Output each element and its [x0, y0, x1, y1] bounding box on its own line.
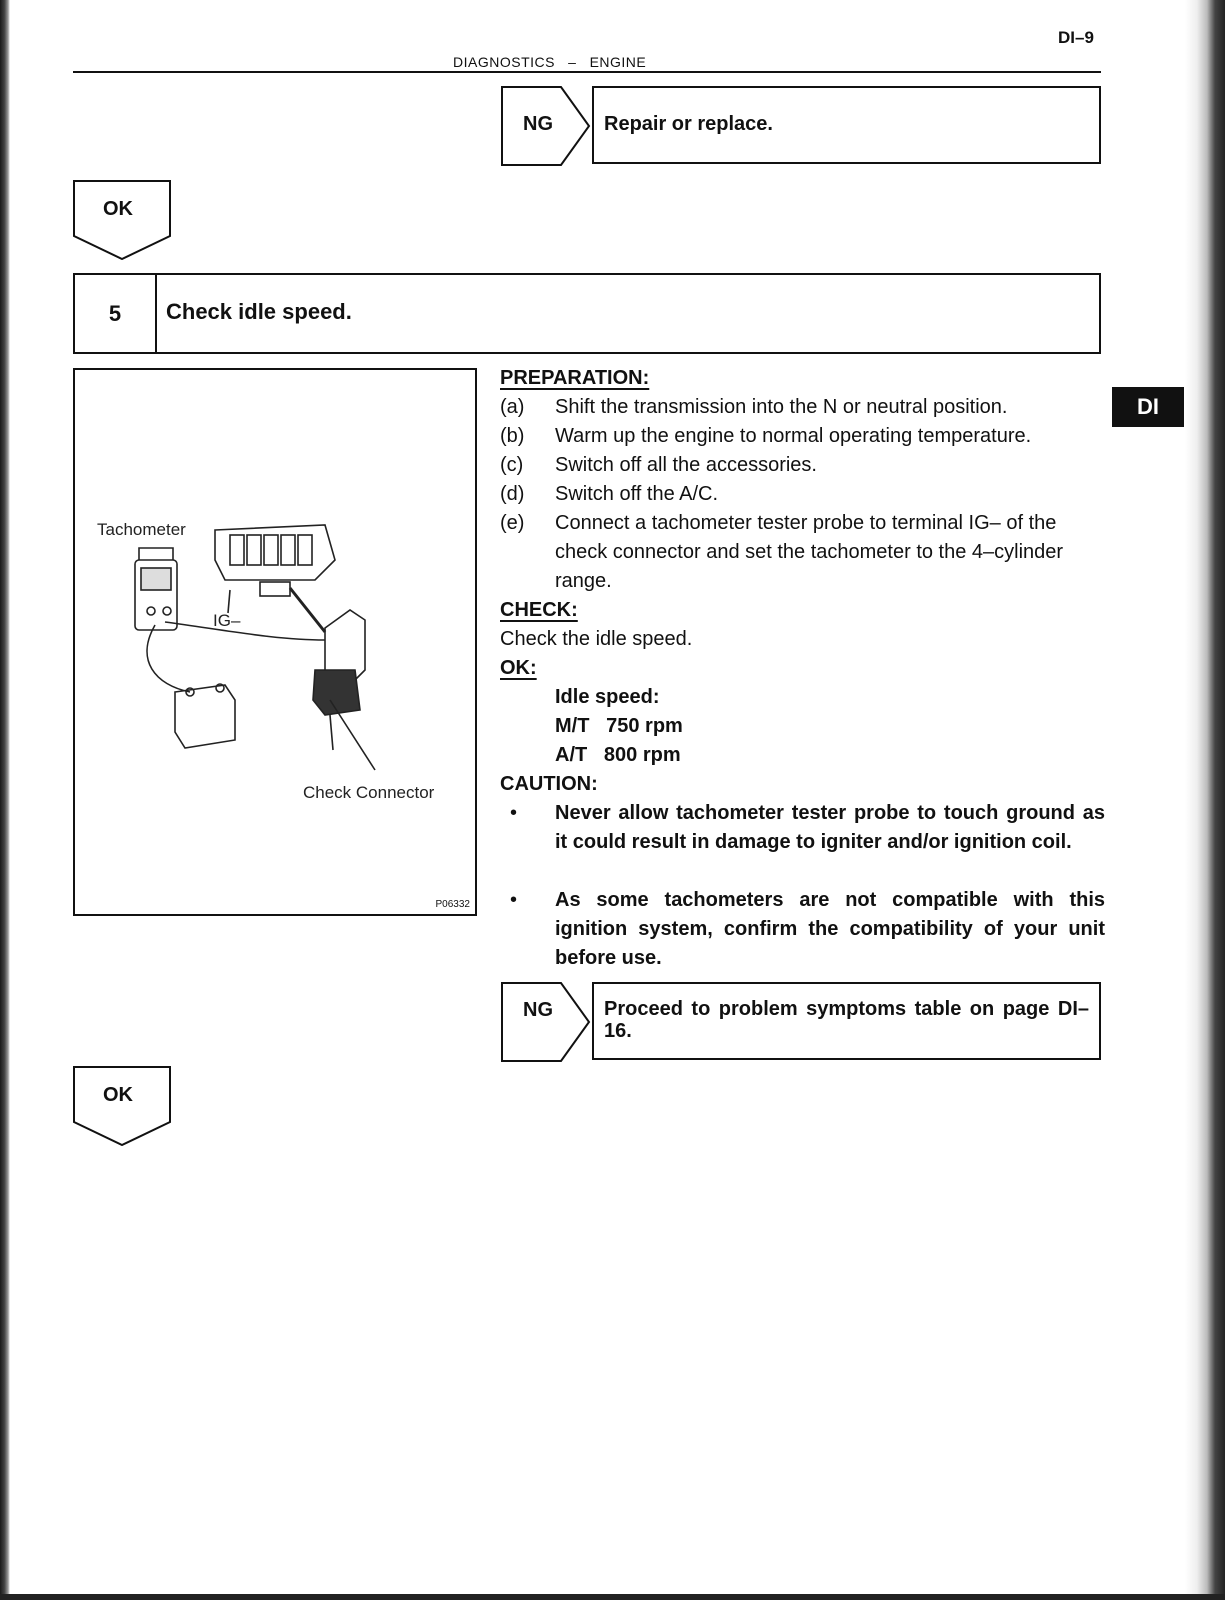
binding-edge-right	[1185, 0, 1225, 1600]
ng-label: NG	[523, 113, 553, 135]
binding-edge-left	[0, 0, 10, 1600]
item-text: Connect a tachometer tester probe to terminal IG– of the check connector and set the tachometer to the 4–cylinder range.	[555, 512, 1064, 592]
ok-heading: OK:	[500, 657, 537, 679]
bullet: •	[510, 889, 518, 911]
illustration-figure	[73, 368, 477, 916]
caution-text: Never allow tachometer tester probe to touch ground as it could result in damage to igniter and/or ignition coil.	[555, 802, 1105, 853]
ng-result-box-1	[592, 86, 1101, 164]
item-marker: (c)	[500, 454, 524, 476]
mt-idle-speed: M/T 750 rpm	[555, 715, 683, 737]
tachometer-label: Tachometer	[97, 520, 186, 539]
page-number: DI–9	[1058, 28, 1094, 47]
tachometer-icon	[135, 548, 177, 630]
connector-icon	[313, 610, 365, 750]
ng-label: NG	[523, 999, 553, 1021]
bullet: •	[510, 802, 518, 824]
ok-tag-1	[73, 180, 171, 260]
item-marker: (d)	[500, 483, 525, 505]
bottom-edge	[0, 1594, 1225, 1600]
ok-label: OK	[103, 198, 133, 220]
item-marker: (e)	[500, 512, 525, 534]
item-text: Switch off all the accessories.	[555, 454, 817, 476]
battery-icon	[175, 684, 235, 748]
step-number: 5	[75, 275, 157, 352]
ng-tag-1	[501, 86, 591, 166]
tachometer-connection-drawing	[75, 370, 475, 914]
ng-result-text: Proceed to problem symptoms table on page DI–16.	[604, 998, 1089, 1042]
check-connector-label: Check Connector	[303, 783, 435, 802]
caution-text: As some tachometers are not compatible with this ignition system, confirm the compatibility of your unit before use.	[555, 889, 1105, 969]
ng-arrow-shape	[501, 982, 591, 1062]
item-text: Shift the transmission into the N or neutral position.	[555, 396, 1008, 418]
ng-result-box-2	[592, 982, 1101, 1060]
item-text: Warm up the engine to normal operating temperature.	[555, 425, 1032, 447]
at-idle-speed: A/T 800 rpm	[555, 744, 681, 766]
figure-code: P06332	[435, 899, 470, 910]
ng-tag-2	[501, 982, 591, 1062]
ok-tag-2	[73, 1066, 171, 1146]
check-text: Check the idle speed.	[500, 628, 693, 650]
step-header	[73, 273, 1101, 354]
step-title: Check idle speed.	[166, 299, 352, 324]
ng-result-text: Repair or replace.	[604, 113, 773, 135]
check-connector-block-icon	[215, 525, 335, 596]
check-heading: CHECK:	[500, 599, 578, 621]
header-title: DIAGNOSTICS – ENGINE	[453, 54, 647, 70]
instructions-column	[500, 364, 1110, 969]
header-rule	[73, 71, 1101, 73]
ok-label: OK	[103, 1084, 133, 1106]
item-marker: (a)	[500, 396, 525, 418]
section-tab-di: DI	[1112, 387, 1184, 427]
idle-speed-label: Idle speed:	[555, 686, 660, 708]
preparation-heading: PREPARATION:	[500, 367, 650, 389]
item-marker: (b)	[500, 425, 525, 447]
item-text: Switch off the A/C.	[555, 483, 719, 505]
ig-terminal-label: IG–	[213, 611, 241, 630]
caution-heading: CAUTION:	[500, 773, 598, 795]
